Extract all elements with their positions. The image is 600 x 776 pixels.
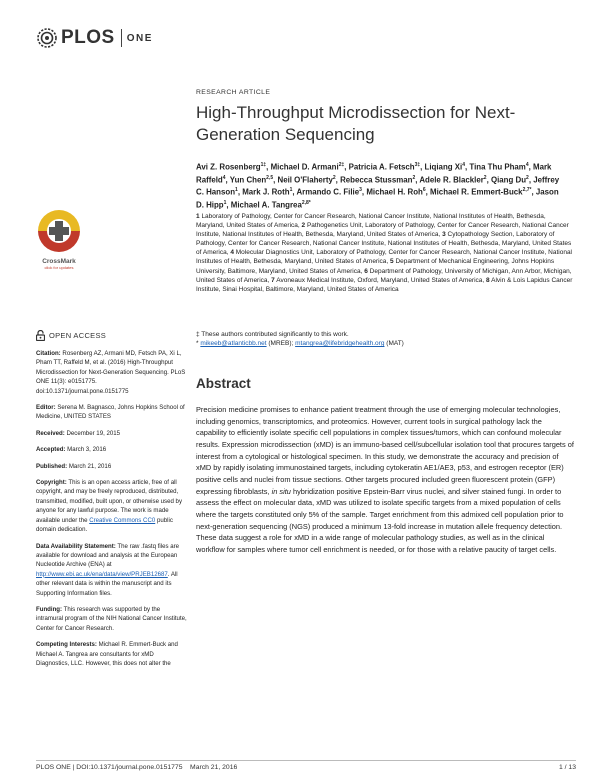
open-lock-icon [36, 330, 45, 341]
ena-link[interactable]: http://www.ebi.ac.uk/ena/data/view/PRJEB12687 [36, 570, 168, 578]
received-date: December 19, 2015 [66, 429, 121, 437]
copyright-end: public domain dedication. [36, 516, 173, 534]
author: Michael D. Armani [270, 162, 339, 172]
author-affiliation-marker: 1 [223, 199, 227, 206]
data-availability-text: The raw .fastq files are available for download and analysis at the European Nucleotide Archive (ENA) at [36, 542, 180, 569]
article-metadata [36, 349, 188, 675]
email-link-mat[interactable]: mtangrea@lifebridgehealth.org [295, 340, 385, 348]
author: Mark J. Roth [242, 187, 290, 197]
article-title: High-Throughput Microdissection for Next-Generation Sequencing [196, 103, 516, 144]
author: Adele R. Blackler [419, 175, 484, 185]
abstract-italic: in situ [271, 486, 291, 496]
published-label: Published: [36, 462, 68, 470]
author: Michael R. Emmert-Buck [430, 187, 523, 197]
affiliation-number: 2 [301, 222, 306, 230]
affiliation-number: 8 [486, 276, 490, 284]
received-block [36, 429, 188, 438]
abstract-part-a: Precision medicine promises to enhance patient treatment through the use of emerging molecular technologies, including genomics, transcriptomics, and proteomics. However, current tools in surgical pathology lack the capability to efficiently isolate specific cell populations in complex tissues/tumors, which can confound molecular results. Expression microdissection (xMD) is an immuno-based cell/subcellular isolation tool that procures targets of interest from a cytological or histological specimen. In this study, we demonstrate the accuracy and precision of xMD by rapidly isolating immunostained targets, including cytokeratin AE1/AE3, p53, and estrogen receptor (ER) positive cells and nuclei from tissue sections. Other targets procured included green fluorescent protein (GFP) expressing fibroblasts, [196, 405, 574, 496]
author-affiliation-marker: 2 [332, 174, 336, 181]
accepted-label: Accepted: [36, 446, 66, 454]
affiliation-list [196, 212, 574, 294]
published-block [36, 462, 188, 471]
journal-name: ONE [126, 32, 153, 44]
plos-one-logo[interactable] [36, 26, 153, 50]
open-access-badge [36, 330, 106, 341]
email-suffix-mat: (MAT) [384, 340, 404, 348]
plos-logo-icon [36, 27, 58, 49]
author: Yun Chen [229, 175, 267, 185]
author-affiliation-marker: 4 [222, 174, 226, 181]
author: Avi Z. Rosenberg [196, 162, 261, 172]
footer-divider [36, 760, 576, 761]
accepted-date: March 3, 2016 [67, 446, 107, 454]
author-affiliation-marker: 6 [422, 187, 426, 194]
author-affiliation-marker: 3 [359, 187, 362, 194]
copyright-block [36, 478, 188, 534]
correspondence-note [196, 339, 576, 348]
competing-interests-block [36, 640, 188, 668]
copyright-label: Copyright: [36, 479, 67, 487]
equal-contribution-note: ‡ These authors contributed significantly to this work. [196, 331, 349, 338]
author: Patricia A. Fetsch [348, 162, 415, 172]
logo-separator [121, 29, 122, 47]
author: Jason D. Hipp [196, 187, 559, 210]
author-affiliation-marker: 1 [289, 187, 293, 194]
author: Armando C. Filie [296, 187, 360, 197]
abstract-part-b: hybridization positive Epstein-Barr virus nuclei, and silver stained fungi. In order to assess the effect on molecular data, xMD was utilized to isolate specific targets from a mixed population of cells where the targets constituted only 5% of the sample. Target enrichment from this admixed cell population prior to next-generation sequencing (NGS) produced a minimum 13-fold increase in mutation allele frequency detection. These data suggest a role for xMD in a wide range of molecular pathology studies, as well as in the clinical workflow for samples where tumor cell enrichment is needed, or for those with a relative paucity of target cells. [196, 486, 564, 554]
affiliation-text: Department of Mechanical Engineering, Johns Hopkins University, Baltimore, Maryland, United States of America, [196, 258, 555, 275]
author-affiliation-marker: 2,5 [266, 174, 274, 181]
page-number: 1 / 13 [558, 764, 576, 771]
author-affiliation-marker: 1‡ [260, 162, 267, 168]
competing-interests-label: Competing Interests: [36, 641, 97, 649]
author-affiliation-marker: 2‡ [338, 162, 345, 168]
crossmark-badge[interactable] [34, 208, 84, 270]
affiliation-text: Laboratory of Pathology, Center for Cancer Research, National Cancer Institute, National Institutes of Health, Bethesda, Maryland, United States of America, [196, 213, 546, 230]
author: Michael H. Roh [366, 187, 423, 197]
affiliation-number: 5 [390, 258, 394, 266]
received-label: Received: [36, 429, 65, 437]
editor-block [36, 403, 188, 422]
cc0-link[interactable]: Creative Commons CC0 [89, 516, 156, 524]
data-availability-label: Data Availability Statement: [36, 542, 116, 550]
author: Michael A. Tangrea [230, 200, 302, 210]
citation-label: Citation: [36, 350, 61, 357]
funding-text: This research was supported by the intramural program of the NIH National Cancer Institute, Center for Cancer Research. [36, 605, 187, 632]
copyright-text: This is an open access article, free of all copyright, and may be freely reproduced, distributed, transmitted, modified, built upon, or otherwise used by anyone for any lawful purpose. The work is made available under the [36, 479, 182, 524]
affiliation-number: 3 [442, 231, 446, 239]
author-affiliation-marker: 4 [462, 162, 466, 168]
accepted-block [36, 445, 188, 454]
crossmark-label: CrossMark [42, 258, 76, 265]
affiliation-text: Pathogenetics Unit, Laboratory of Pathology, Center for Cancer Research, National Cancer Institute, National Institutes of Health, Bethesda, Maryland, United States of America, [196, 222, 569, 239]
author-affiliation-marker: 2,7* [522, 187, 532, 194]
affiliation-number: 7 [271, 276, 275, 284]
editor-label: Editor: [36, 404, 56, 412]
author-affiliation-marker: 3‡ [414, 162, 421, 168]
author-affiliation-marker: 2 [412, 174, 416, 181]
affiliation-text: Avoneaux Medical Institute, Oxford, Maryland, United States of America, [276, 276, 485, 284]
citation-block [36, 349, 188, 396]
article-type: RESEARCH ARTICLE [196, 89, 271, 96]
affiliation-text: Cytopathology Section, Laboratory of Pathology, Center for Cancer Research, National Cancer Institute, National Institutes of Health, Bethesda, Maryland, United States of America, [196, 231, 572, 257]
author-affiliation-marker: 2,8* [301, 199, 311, 206]
open-access-label: OPEN ACCESS [49, 331, 107, 340]
author-notes [196, 330, 576, 348]
competing-interests-text: Michael R. Emmert-Buck and Michael A. Tangrea are consultants for xMD Diagnostics, LLC. However, this does not alter the [36, 641, 178, 667]
affiliation-text: Department of Pathology, University of Michigan, Ann Arbor, Michigan, United States of America, [196, 267, 572, 284]
affiliation-text: Molecular Diagnostics Unit, Laboratory of Pathology, Center for Cancer Research, National Cancer Institute, National Institutes of Health, Bethesda, Maryland, United States of America, [196, 249, 573, 266]
author-affiliation-marker: 2 [483, 174, 487, 181]
crossmark-icon [34, 208, 84, 252]
funding-block [36, 605, 188, 633]
author: Neil O'Flaherty [277, 175, 333, 185]
funding-label: Funding: [36, 605, 63, 613]
correspondence-star: * [196, 340, 199, 348]
affiliation-number: 6 [364, 267, 368, 275]
editor-text: Serena M. Bagnasco, Johns Hopkins School of Medicine, UNITED STATES [36, 404, 185, 421]
author: Rebecca Stussman [340, 175, 413, 185]
crossmark-sub[interactable]: click for updates [44, 265, 74, 270]
footer-citation: PLOS ONE | DOI:10.1371/journal.pone.0151775 March 21, 2016 [36, 764, 238, 771]
abstract-heading: Abstract [196, 376, 251, 391]
published-date: March 21, 2016 [68, 462, 112, 470]
author: Qiang Du [490, 175, 527, 185]
affiliation-number: 1 [196, 213, 200, 220]
author: Tina Thu Pham [469, 162, 526, 172]
email-suffix-mreb: (MREB); [266, 340, 294, 348]
author-affiliation-marker: 2 [526, 174, 529, 181]
author-affiliation-marker: 4 [525, 162, 529, 168]
author: Jeffrey C. Hanson [196, 175, 560, 197]
email-link-mreb[interactable]: mikeeb@atlanticbb.net [200, 340, 267, 348]
citation-text: Rosenberg AZ, Armani MD, Fetsch PA, Xi L, Pham TT, Raffeld M, et al. (2016) High-Throughput Microdissection for Next-Generation Sequencing. PLoS ONE 11(3): e0151775. doi:10.1371/journal.pone.0151775 [36, 350, 186, 395]
author: Mark Raffeld [196, 162, 552, 185]
data-availability-block [36, 542, 188, 598]
author-list: Avi Z. Rosenberg$^{1\ddagger}$, Michael D. Armani$^{2\ddagger}$, Patricia A. Fetsch$^{3\ddagger}$, Liqiang Xi$^4$, Tina Thu Pham$^4$, Mark Raffeld$^4$, Yun Chen$^{2,5}$, Neil O'Flaherty$^2$, Rebecca Stussman$^2$, Adele R. Blackler$^2$, Qiang Du$^2$, Jeffrey C. Hanson$^1$, Mark J. Roth$^1$, Armando C. Filie$^3$, Michael H. Roh$^6$, Michael R. Emmert-Buck$^{2,7*}$, Jason D. Hipp$^1$, Michael A. Tangrea$^{2,8*}$ [196, 162, 560, 210]
author: Liqiang Xi [424, 162, 463, 172]
affiliation-number: 4 [230, 249, 234, 257]
abstract-text [196, 404, 574, 556]
affiliation-text: Alvin & Lois Lapidus Cancer Institute, Sinai Hospital, Baltimore, Maryland, United States of America [196, 276, 573, 293]
author-affiliation-marker: 1 [235, 187, 238, 194]
data-availability-end: . All other relevant data is within the manuscript and its Supporting Information files. [36, 570, 178, 597]
brand-name: PLOS [61, 27, 115, 48]
